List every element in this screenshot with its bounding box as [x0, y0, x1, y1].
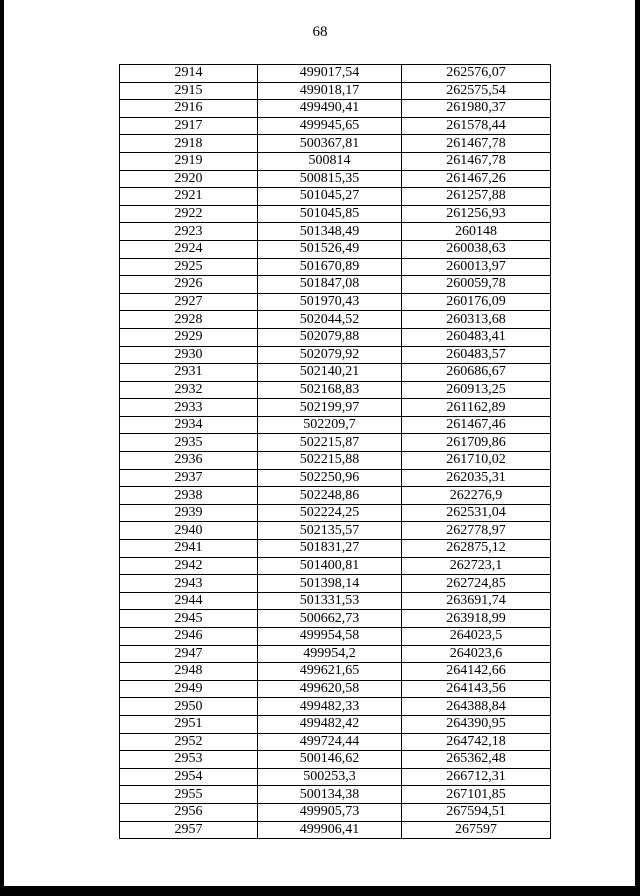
y-coordinate-cell: 260913,25: [402, 381, 551, 399]
point-number-cell: 2947: [120, 645, 258, 663]
table-row: [120, 364, 551, 382]
x-coordinate-cell: 501847,08: [258, 276, 402, 294]
table-row: [120, 592, 551, 610]
x-coordinate-cell: 499954,58: [258, 628, 402, 646]
y-coordinate-cell: 261467,46: [402, 416, 551, 434]
table-row: [120, 152, 551, 170]
point-number-cell: 2923: [120, 223, 258, 241]
table-row: [120, 65, 551, 83]
x-coordinate-cell: 499905,73: [258, 803, 402, 821]
x-coordinate-cell: 502209,7: [258, 416, 402, 434]
y-coordinate-cell: 264742,18: [402, 733, 551, 751]
point-number-cell: 2929: [120, 328, 258, 346]
y-coordinate-cell: 261256,93: [402, 205, 551, 223]
table-row: [120, 680, 551, 698]
point-number-cell: 2950: [120, 698, 258, 716]
y-coordinate-cell: 260013,97: [402, 258, 551, 276]
point-number-cell: 2951: [120, 715, 258, 733]
table-row: [120, 768, 551, 786]
table-row: [120, 346, 551, 364]
x-coordinate-cell: 499490,41: [258, 100, 402, 118]
y-coordinate-cell: 261467,26: [402, 170, 551, 188]
point-number-cell: 2938: [120, 487, 258, 505]
point-number-cell: 2930: [120, 346, 258, 364]
x-coordinate-cell: 500814: [258, 152, 402, 170]
table-row: [120, 610, 551, 628]
x-coordinate-cell: 502079,88: [258, 328, 402, 346]
table-row: [120, 117, 551, 135]
y-coordinate-cell: 260038,63: [402, 240, 551, 258]
y-coordinate-cell: 262576,07: [402, 65, 551, 83]
table-row: [120, 715, 551, 733]
table-row: [120, 311, 551, 329]
y-coordinate-cell: 264388,84: [402, 698, 551, 716]
y-coordinate-cell: 261710,02: [402, 452, 551, 470]
table-row: [120, 803, 551, 821]
x-coordinate-cell: 502140,21: [258, 364, 402, 382]
point-number-cell: 2941: [120, 540, 258, 558]
x-coordinate-cell: 499017,54: [258, 65, 402, 83]
x-coordinate-cell: 500367,81: [258, 135, 402, 153]
table-row: [120, 786, 551, 804]
y-coordinate-cell: 260686,67: [402, 364, 551, 382]
x-coordinate-cell: 501526,49: [258, 240, 402, 258]
y-coordinate-cell: 264142,66: [402, 663, 551, 681]
table-row: [120, 188, 551, 206]
y-coordinate-cell: 264023,6: [402, 645, 551, 663]
point-number-cell: 2924: [120, 240, 258, 258]
table-row: [120, 258, 551, 276]
table-row: [120, 240, 551, 258]
y-coordinate-cell: 261162,89: [402, 399, 551, 417]
y-coordinate-cell: 262723,1: [402, 557, 551, 575]
table-row: [120, 487, 551, 505]
y-coordinate-cell: 262276,9: [402, 487, 551, 505]
x-coordinate-cell: 499018,17: [258, 82, 402, 100]
y-coordinate-cell: 261709,86: [402, 434, 551, 452]
table-row: [120, 135, 551, 153]
point-number-cell: 2935: [120, 434, 258, 452]
page-number: 68: [312, 24, 328, 40]
table-row: [120, 575, 551, 593]
table-row: [120, 733, 551, 751]
point-number-cell: 2921: [120, 188, 258, 206]
x-coordinate-cell: 502215,87: [258, 434, 402, 452]
x-coordinate-cell: 501331,53: [258, 592, 402, 610]
x-coordinate-cell: 502250,96: [258, 469, 402, 487]
point-number-cell: 2928: [120, 311, 258, 329]
table-row: [120, 82, 551, 100]
table-row: [120, 628, 551, 646]
x-coordinate-cell: 499482,33: [258, 698, 402, 716]
table-row: [120, 276, 551, 294]
point-number-cell: 2957: [120, 821, 258, 839]
x-coordinate-cell: 501398,14: [258, 575, 402, 593]
y-coordinate-cell: 262035,31: [402, 469, 551, 487]
x-coordinate-cell: 502215,88: [258, 452, 402, 470]
y-coordinate-cell: 260176,09: [402, 293, 551, 311]
table-row: [120, 100, 551, 118]
y-coordinate-cell: 261980,37: [402, 100, 551, 118]
y-coordinate-cell: 261467,78: [402, 152, 551, 170]
point-number-cell: 2926: [120, 276, 258, 294]
point-number-cell: 2932: [120, 381, 258, 399]
point-number-cell: 2949: [120, 680, 258, 698]
y-coordinate-cell: 264390,95: [402, 715, 551, 733]
y-coordinate-cell: 262778,97: [402, 522, 551, 540]
point-number-cell: 2916: [120, 100, 258, 118]
table-row: [120, 399, 551, 417]
x-coordinate-cell: 499945,65: [258, 117, 402, 135]
point-number-cell: 2955: [120, 786, 258, 804]
table-row: [120, 504, 551, 522]
point-number-cell: 2925: [120, 258, 258, 276]
point-number-cell: 2954: [120, 768, 258, 786]
y-coordinate-cell: 267101,85: [402, 786, 551, 804]
y-coordinate-cell: 262724,85: [402, 575, 551, 593]
point-number-cell: 2919: [120, 152, 258, 170]
point-number-cell: 2942: [120, 557, 258, 575]
table-row: [120, 328, 551, 346]
x-coordinate-cell: 499906,41: [258, 821, 402, 839]
table-row: [120, 645, 551, 663]
point-number-cell: 2945: [120, 610, 258, 628]
point-number-cell: 2948: [120, 663, 258, 681]
y-coordinate-cell: 263691,74: [402, 592, 551, 610]
point-number-cell: 2931: [120, 364, 258, 382]
point-number-cell: 2927: [120, 293, 258, 311]
point-number-cell: 2934: [120, 416, 258, 434]
point-number-cell: 2933: [120, 399, 258, 417]
point-number-cell: 2917: [120, 117, 258, 135]
x-coordinate-cell: 500134,38: [258, 786, 402, 804]
y-coordinate-cell: 260313,68: [402, 311, 551, 329]
point-number-cell: 2943: [120, 575, 258, 593]
x-coordinate-cell: 502079,92: [258, 346, 402, 364]
table-row: [120, 698, 551, 716]
point-number-cell: 2918: [120, 135, 258, 153]
x-coordinate-cell: 502199,97: [258, 399, 402, 417]
coordinates-table: [119, 64, 551, 839]
table-row: [120, 416, 551, 434]
x-coordinate-cell: 502248,86: [258, 487, 402, 505]
y-coordinate-cell: 262875,12: [402, 540, 551, 558]
y-coordinate-cell: 264143,56: [402, 680, 551, 698]
x-coordinate-cell: 501400,81: [258, 557, 402, 575]
point-number-cell: 2937: [120, 469, 258, 487]
point-number-cell: 2920: [120, 170, 258, 188]
x-coordinate-cell: 501348,49: [258, 223, 402, 241]
point-number-cell: 2953: [120, 751, 258, 769]
x-coordinate-cell: 502224,25: [258, 504, 402, 522]
table-row: [120, 381, 551, 399]
table-row: [120, 170, 551, 188]
y-coordinate-cell: 266712,31: [402, 768, 551, 786]
y-coordinate-cell: 261257,88: [402, 188, 551, 206]
x-coordinate-cell: 500146,62: [258, 751, 402, 769]
point-number-cell: 2914: [120, 65, 258, 83]
y-coordinate-cell: 263918,99: [402, 610, 551, 628]
x-coordinate-cell: 501045,27: [258, 188, 402, 206]
table-row: [120, 522, 551, 540]
x-coordinate-cell: 501670,89: [258, 258, 402, 276]
x-coordinate-cell: 500662,73: [258, 610, 402, 628]
point-number-cell: 2952: [120, 733, 258, 751]
x-coordinate-cell: 499620,58: [258, 680, 402, 698]
table-row: [120, 434, 551, 452]
table-row: [120, 469, 551, 487]
point-number-cell: 2922: [120, 205, 258, 223]
y-coordinate-cell: 264023,5: [402, 628, 551, 646]
coordinates-table-body: [120, 65, 551, 839]
x-coordinate-cell: 502135,57: [258, 522, 402, 540]
y-coordinate-cell: 260148: [402, 223, 551, 241]
y-coordinate-cell: 262575,54: [402, 82, 551, 100]
point-number-cell: 2915: [120, 82, 258, 100]
point-number-cell: 2936: [120, 452, 258, 470]
y-coordinate-cell: 260483,41: [402, 328, 551, 346]
point-number-cell: 2956: [120, 803, 258, 821]
table-row: [120, 223, 551, 241]
table-row: [120, 540, 551, 558]
point-number-cell: 2944: [120, 592, 258, 610]
x-coordinate-cell: 500815,35: [258, 170, 402, 188]
x-coordinate-cell: 500253,3: [258, 768, 402, 786]
y-coordinate-cell: 267594,51: [402, 803, 551, 821]
table-row: [120, 821, 551, 839]
table-row: [120, 557, 551, 575]
y-coordinate-cell: 265362,48: [402, 751, 551, 769]
y-coordinate-cell: 260483,57: [402, 346, 551, 364]
y-coordinate-cell: 261467,78: [402, 135, 551, 153]
table-row: [120, 663, 551, 681]
x-coordinate-cell: 501970,43: [258, 293, 402, 311]
table-row: [120, 205, 551, 223]
x-coordinate-cell: 499621,65: [258, 663, 402, 681]
table-row: [120, 452, 551, 470]
y-coordinate-cell: 261578,44: [402, 117, 551, 135]
point-number-cell: 2946: [120, 628, 258, 646]
point-number-cell: 2940: [120, 522, 258, 540]
x-coordinate-cell: 501831,27: [258, 540, 402, 558]
x-coordinate-cell: 502044,52: [258, 311, 402, 329]
y-coordinate-cell: 260059,78: [402, 276, 551, 294]
point-number-cell: 2939: [120, 504, 258, 522]
table-row: [120, 751, 551, 769]
x-coordinate-cell: 501045,85: [258, 205, 402, 223]
x-coordinate-cell: 499724,44: [258, 733, 402, 751]
y-coordinate-cell: 262531,04: [402, 504, 551, 522]
x-coordinate-cell: 499482,42: [258, 715, 402, 733]
x-coordinate-cell: 499954,2: [258, 645, 402, 663]
table-row: [120, 293, 551, 311]
x-coordinate-cell: 502168,83: [258, 381, 402, 399]
y-coordinate-cell: 267597: [402, 821, 551, 839]
